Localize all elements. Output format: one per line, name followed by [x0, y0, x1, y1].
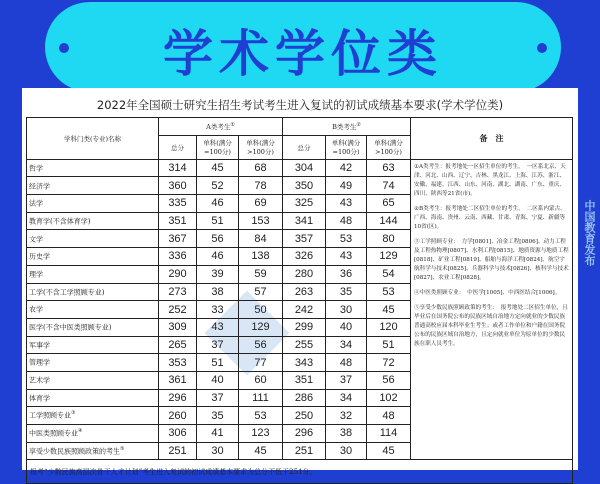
score-b-2: 45: [367, 442, 411, 460]
score-b-0: 357: [283, 230, 326, 248]
score-b-1: 38: [326, 425, 367, 443]
score-b-0: 343: [283, 354, 326, 372]
header-a-single-over100: 单科(满分>100分): [239, 135, 283, 159]
score-b-0: 304: [283, 159, 326, 177]
score-b-2: 53: [367, 283, 411, 301]
score-b-0: 286: [283, 389, 326, 407]
score-a-0: 335: [159, 195, 197, 213]
subject-name: 法学: [27, 195, 159, 213]
table-row: [27, 159, 573, 177]
header-b-single100: 单科(满分=100分): [326, 135, 367, 159]
subject-name: 文学: [27, 230, 159, 248]
score-a-0: 260: [159, 407, 197, 425]
score-b-2: 45: [367, 301, 411, 319]
score-b-2: 65: [367, 195, 411, 213]
note-item: ④中医类照顾专业： 中医学[1005]、中西医结合[1006]。: [414, 289, 561, 296]
subject-name: 医学(不含中医类照顾专业): [27, 318, 159, 336]
score-a-0: 367: [159, 230, 197, 248]
header-group-a: A类考生①: [159, 118, 283, 136]
score-b-0: 325: [283, 195, 326, 213]
score-a-0: 296: [159, 389, 197, 407]
score-b-1: 43: [326, 248, 367, 266]
score-a-2: 69: [239, 195, 283, 213]
score-b-1: 37: [326, 371, 367, 389]
score-a-1: 39: [197, 265, 239, 283]
score-b-0: 296: [283, 425, 326, 443]
score-b-0: 326: [283, 248, 326, 266]
note-item: ②B类考生：报考地处二区招生单位的考生。 二区系内蒙古、广西、海南、贵州、云南、西藏、甘肃、青海、宁夏、新疆等10省(区)。: [414, 205, 566, 230]
score-b-0: 263: [283, 283, 326, 301]
score-b-1: 36: [326, 265, 367, 283]
score-a-0: 252: [159, 301, 197, 319]
score-a-1: 35: [197, 407, 239, 425]
score-b-0: 242: [283, 301, 326, 319]
document-panel: [22, 88, 578, 476]
score-b-0: 341: [283, 212, 326, 230]
score-a-2: 57: [239, 283, 283, 301]
score-b-1: 40: [326, 318, 367, 336]
score-a-1: 37: [197, 336, 239, 354]
subject-name: 管理学: [27, 354, 159, 372]
header-subject: 学科门类(专业)名称: [27, 118, 159, 160]
score-a-1: 33: [197, 301, 239, 319]
score-a-2: 111: [239, 389, 283, 407]
banner-dot: [537, 43, 547, 53]
score-b-2: 54: [367, 265, 411, 283]
header-b-total: 总分: [283, 135, 326, 159]
score-b-2: 74: [367, 177, 411, 195]
score-a-2: 56: [239, 336, 283, 354]
note-item: ③工学照顾专业： 力学[0801]、冶金工程[0806]、动力工程及工程热物理[0807]、水利工程[0815]、地质资源与地质工程[0818]、矿业工程[0819]、船舶与海洋工程[0824]、航空宇航科学与技术[0825]、兵器科学与技术[0826]、核科学与技术[0827]、农业工程[0828]。: [414, 238, 569, 281]
score-a-2: 50: [239, 301, 283, 319]
score-a-0: 314: [159, 159, 197, 177]
score-b-0: 299: [283, 318, 326, 336]
score-b-0: 250: [283, 407, 326, 425]
header-group-b: B类考生②: [283, 118, 411, 136]
banner-title: 学术学位类: [163, 25, 443, 83]
score-a-0: 353: [159, 354, 197, 372]
score-table: [26, 117, 573, 484]
score-b-1: 48: [326, 212, 367, 230]
note-item: ⑤享受少数民族照顾政策的考生： 报考地处二区招生单位，且毕业后在国务院公布的民族区域自治地方定向就业的少数民族普通高校应届本科毕业生考生；或者工作单位和户籍在国务院公布的民族区域自治地方，且定向就业单位为原单位的少数民族在职人员考生。: [414, 304, 568, 347]
subject-name: 中医类照顾专业④: [27, 425, 159, 443]
note-item: ①A类考生：报考地处一区招生单位的考生。 一区系北京、天津、河北、山西、辽宁、吉林、黑龙江、上海、江苏、浙江、安徽、福建、江西、山东、河南、湖北、湖南、广东、重庆、四川、陕西等21省(市)。: [414, 163, 566, 197]
score-a-1: 45: [197, 159, 239, 177]
score-a-1: 51: [197, 354, 239, 372]
score-a-0: 306: [159, 425, 197, 443]
footnote: 报考“少数民族高层次骨干人才计划”考生进入复试的初试成绩基本要求为总分不低于251分。: [27, 460, 573, 484]
score-a-1: 51: [197, 212, 239, 230]
score-b-2: 114: [367, 425, 411, 443]
score-a-0: 360: [159, 177, 197, 195]
score-a-2: 77: [239, 354, 283, 372]
score-a-2: 78: [239, 177, 283, 195]
score-a-2: 138: [239, 248, 283, 266]
score-b-2: 129: [367, 248, 411, 266]
score-a-2: 53: [239, 407, 283, 425]
score-a-2: 60: [239, 371, 283, 389]
score-a-2: 68: [239, 159, 283, 177]
subject-name: 哲学: [27, 159, 159, 177]
score-b-1: 42: [326, 159, 367, 177]
score-a-1: 41: [197, 425, 239, 443]
score-a-0: 251: [159, 442, 197, 460]
header-notes: 备 注: [411, 118, 573, 160]
subject-name: 享受少数民族照顾政策的考生⑤: [27, 442, 159, 460]
score-b-0: 350: [283, 177, 326, 195]
document-title: 2022年全国硕士研究生招生考试考生进入复试的初试成绩基本要求(学术学位类): [96, 98, 504, 112]
score-a-1: 40: [197, 371, 239, 389]
subject-name: 教育学(不含体育学): [27, 212, 159, 230]
score-b-1: 30: [326, 301, 367, 319]
score-b-2: 72: [367, 354, 411, 372]
score-a-2: 45: [239, 442, 283, 460]
subject-name: 军事学: [27, 336, 159, 354]
score-b-0: 255: [283, 336, 326, 354]
score-a-2: 59: [239, 265, 283, 283]
score-a-2: 84: [239, 230, 283, 248]
score-a-0: 336: [159, 248, 197, 266]
title-banner: [45, 2, 561, 92]
score-a-0: 309: [159, 318, 197, 336]
score-b-2: 63: [367, 159, 411, 177]
subject-name: 工学(不含工学照顾专业): [27, 283, 159, 301]
score-a-2: 129: [239, 318, 283, 336]
subject-name: 农学: [27, 301, 159, 319]
score-b-1: 43: [326, 195, 367, 213]
score-a-1: 52: [197, 177, 239, 195]
score-a-1: 38: [197, 283, 239, 301]
score-b-1: 53: [326, 230, 367, 248]
score-b-0: 280: [283, 265, 326, 283]
score-b-2: 48: [367, 407, 411, 425]
score-a-1: 46: [197, 248, 239, 266]
score-a-0: 265: [159, 336, 197, 354]
score-a-0: 361: [159, 371, 197, 389]
subject-name: 理学: [27, 265, 159, 283]
score-a-1: 56: [197, 230, 239, 248]
score-a-1: 37: [197, 389, 239, 407]
score-a-2: 123: [239, 425, 283, 443]
score-b-1: 34: [326, 389, 367, 407]
score-b-1: 48: [326, 354, 367, 372]
score-a-0: 290: [159, 265, 197, 283]
subject-name: 艺术学: [27, 371, 159, 389]
score-a-1: 46: [197, 195, 239, 213]
subject-name: 历史学: [27, 248, 159, 266]
score-b-0: 351: [283, 371, 326, 389]
score-a-0: 351: [159, 212, 197, 230]
subject-name: 经济学: [27, 177, 159, 195]
score-a-1: 30: [197, 442, 239, 460]
score-b-1: 30: [326, 442, 367, 460]
score-b-1: 32: [326, 407, 367, 425]
score-b-2: 80: [367, 230, 411, 248]
score-b-1: 35: [326, 283, 367, 301]
notes-cell: [411, 159, 573, 460]
score-b-1: 49: [326, 177, 367, 195]
subject-name: 体育学: [27, 389, 159, 407]
score-b-0: 251: [283, 442, 326, 460]
score-b-2: 51: [367, 336, 411, 354]
header-b-single-over100: 单科(满分>100分): [367, 135, 411, 159]
score-a-2: 153: [239, 212, 283, 230]
header-a-total: 总分: [159, 135, 197, 159]
score-b-1: 34: [326, 336, 367, 354]
watermark-text: 中国教育发布: [583, 200, 596, 266]
score-b-2: 144: [367, 212, 411, 230]
score-b-2: 120: [367, 318, 411, 336]
score-a-0: 273: [159, 283, 197, 301]
score-a-1: 43: [197, 318, 239, 336]
header-a-single100: 单科(满分=100分): [197, 135, 239, 159]
subject-name: 工学照顾专业③: [27, 407, 159, 425]
score-b-2: 102: [367, 389, 411, 407]
score-b-2: 56: [367, 371, 411, 389]
